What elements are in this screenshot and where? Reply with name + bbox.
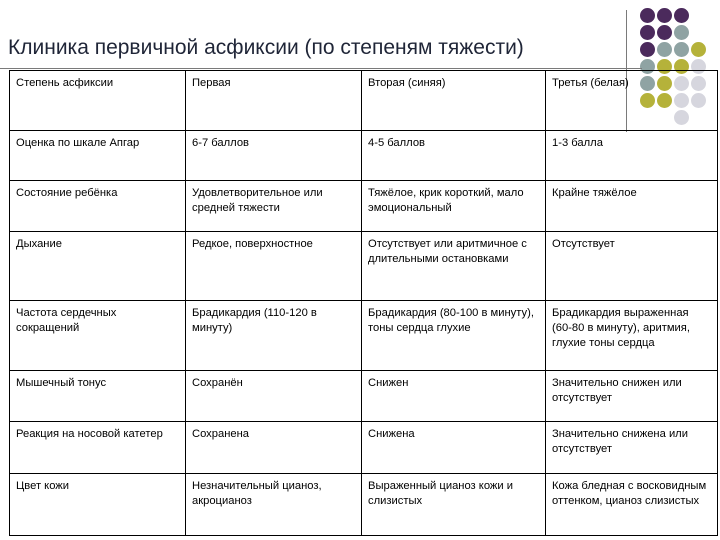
asphyxia-severity-table xyxy=(9,70,718,536)
table-row xyxy=(10,301,718,371)
table-cell: 6-7 баллов xyxy=(186,131,362,181)
dot xyxy=(657,25,672,40)
dot xyxy=(674,25,689,40)
table-cell: Цвет кожи xyxy=(10,474,186,536)
table-row xyxy=(10,232,718,301)
table-cell: Брадикардия выраженная (60-80 в минуту), аритмия, глухие тоны сердца xyxy=(546,301,718,371)
table-cell: Сохранена xyxy=(186,422,362,474)
table-cell: Кожа бледная с восковидным оттенком, цианоз слизистых xyxy=(546,474,718,536)
table-cell: Брадикардия (110-120 в минуту) xyxy=(186,301,362,371)
dot xyxy=(640,8,655,23)
table-row xyxy=(10,71,718,131)
table-cell: Тяжёлое, крик короткий, мало эмоциональный xyxy=(362,181,546,232)
table-cell: Значительно снижен или отсутствует xyxy=(546,371,718,422)
title-underline xyxy=(0,68,642,69)
dot xyxy=(657,42,672,57)
table-cell: Крайне тяжёлое xyxy=(546,181,718,232)
dot xyxy=(640,25,655,40)
table-cell: Сохранён xyxy=(186,371,362,422)
table-cell: Оценка по шкале Апгар xyxy=(10,131,186,181)
slide-title: Клиника первичной асфиксии (по степеням тяжести) xyxy=(8,36,524,59)
table-cell: Брадикардия (80-100 в минуту), тоны сердца глухие xyxy=(362,301,546,371)
table-row xyxy=(10,422,718,474)
dot xyxy=(674,8,689,23)
table-row xyxy=(10,371,718,422)
table-cell: Дыхание xyxy=(10,232,186,301)
table-cell: Отсутствует или аритмичное с длительными остановками xyxy=(362,232,546,301)
table-cell: Третья (белая) xyxy=(546,71,718,131)
table-cell: Редкое, поверхностное xyxy=(186,232,362,301)
dot xyxy=(657,8,672,23)
table-cell: Мышечный тонус xyxy=(10,371,186,422)
dot xyxy=(674,42,689,57)
table-cell: 4-5 баллов xyxy=(362,131,546,181)
table-row xyxy=(10,131,718,181)
dot xyxy=(691,42,706,57)
dot xyxy=(640,42,655,57)
table-cell: Отсутствует xyxy=(546,232,718,301)
table-cell: Первая xyxy=(186,71,362,131)
table-cell: 1-3 балла xyxy=(546,131,718,181)
table-cell: Степень асфиксии xyxy=(10,71,186,131)
table-cell: Состояние ребёнка xyxy=(10,181,186,232)
table-cell: Удовлетворительное или средней тяжести xyxy=(186,181,362,232)
table-cell: Снижена xyxy=(362,422,546,474)
table-cell: Выраженный цианоз кожи и слизистых xyxy=(362,474,546,536)
table-cell: Вторая (синяя) xyxy=(362,71,546,131)
table-cell: Незначительный цианоз, акроцианоз xyxy=(186,474,362,536)
table-cell: Снижен xyxy=(362,371,546,422)
table-row xyxy=(10,474,718,536)
table-cell: Реакция на носовой катетер xyxy=(10,422,186,474)
table-row xyxy=(10,181,718,232)
table-cell: Значительно снижена или отсутствует xyxy=(546,422,718,474)
table-cell: Частота сердечных сокращений xyxy=(10,301,186,371)
